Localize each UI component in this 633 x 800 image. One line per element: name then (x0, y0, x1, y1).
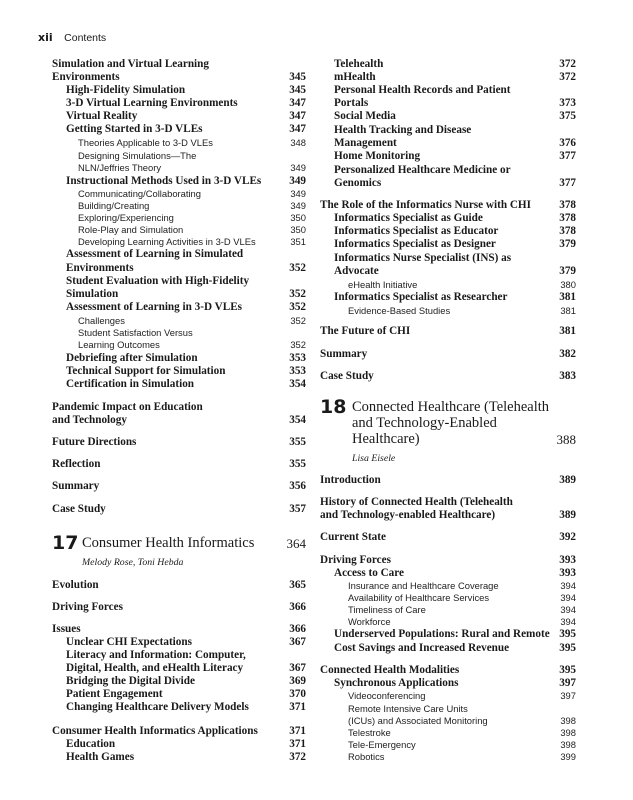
toc-entry-page: 398 (560, 727, 576, 738)
chapter-page: 364 (286, 536, 306, 551)
toc-entry-page: 371 (289, 725, 306, 737)
toc-entry-title: Timeliness of Care (348, 604, 426, 615)
chapter-title-line-3: Healthcare) (352, 431, 420, 447)
toc-entry-title: Informatics Nurse Specialist (INS) as (334, 252, 512, 264)
toc-entry-title: Workforce (348, 616, 391, 627)
toc-entry-title: Technical Support for Simulation (66, 365, 226, 377)
toc-entry-title: mHealth (334, 71, 376, 83)
toc-entry-page: 349 (289, 175, 306, 187)
toc-entry-page: 347 (289, 97, 306, 109)
toc-entry-page: 395 (559, 628, 576, 640)
toc-entry-title: Getting Started in 3-D VLEs (66, 123, 203, 135)
chapter-title: Consumer Health Informatics (82, 535, 255, 551)
toc-entry-page: 395 (559, 664, 576, 676)
toc-entry-page: 378 (559, 225, 576, 237)
toc-entry-title: Assessment of Learning in 3-D VLEs (66, 301, 243, 313)
toc-entry-title: Remote Intensive Care Units (348, 703, 468, 714)
toc-entry-title: Simulation and Virtual Learning (52, 58, 209, 70)
chapter-authors: Lisa Eisele (352, 453, 396, 464)
toc-entry-page: 378 (559, 212, 576, 224)
toc-entry-title: and Technology (52, 414, 127, 426)
toc-entry-title: Building/Creating (78, 200, 150, 211)
toc-entry-title: Current State (320, 531, 386, 543)
toc-entry-title: and Technology-enabled Healthcare) (320, 509, 496, 521)
toc-entry-title: Assessment of Learning in Simulated (66, 248, 244, 260)
toc-entry-title: Availability of Healthcare Services (348, 592, 490, 603)
toc-entry-title: Insurance and Healthcare Coverage (348, 580, 499, 591)
toc-entry-page: 369 (289, 675, 306, 687)
toc-entry-title: 3-D Virtual Learning Environments (66, 97, 238, 109)
toc-entry-title: Education (66, 738, 116, 750)
toc-entry-title: The Role of the Informatics Nurse with CHI (320, 199, 531, 211)
chapter-number: 17 (52, 532, 79, 554)
toc-entry-title: Case Study (320, 370, 374, 382)
toc-entry-title: Environments (52, 71, 120, 83)
toc-entry-page: 366 (289, 601, 306, 613)
toc-entry-title: Personal Health Records and Patient (334, 84, 511, 96)
toc-entry-title: Patient Engagement (66, 688, 163, 700)
toc-entry-title: Simulation (66, 288, 119, 300)
toc-entry-page: 370 (289, 688, 306, 700)
toc-entry-title: Telehealth (334, 58, 384, 70)
toc-entry-title: Summary (52, 480, 100, 492)
toc-entry-page: 375 (559, 110, 576, 122)
toc-entry-title: Issues (52, 623, 81, 635)
toc-entry-page: 383 (559, 370, 576, 382)
toc-entry-title: Designing Simulations—The (78, 150, 197, 161)
toc-entry-page: 373 (559, 97, 576, 109)
toc-entry-title: Access to Care (334, 567, 404, 579)
toc-entry-title: Unclear CHI Expectations (66, 636, 192, 648)
toc-entry-title: Student Satisfaction Versus (78, 327, 193, 338)
toc-entry-page: 349 (290, 162, 306, 173)
toc-entry-title: Debriefing after Simulation (66, 352, 198, 364)
toc-entry-title: Videoconferencing (348, 690, 426, 701)
toc-entry-title: High-Fidelity Simulation (66, 84, 186, 96)
toc-entry-page: 356 (289, 480, 306, 492)
toc-entry-title: Future Directions (52, 436, 137, 448)
toc-entry-title: Instructional Methods Used in 3-D VLEs (66, 175, 262, 187)
toc-entry-page: 378 (559, 199, 576, 211)
toc-entry-page: 367 (289, 636, 306, 648)
toc-entry-title: History of Connected Health (Telehealth (320, 496, 513, 508)
toc-entry-page: 367 (289, 662, 306, 674)
toc-entry-page: 372 (559, 58, 576, 70)
toc-entry-page: 381 (559, 291, 576, 303)
toc-entry-page: 345 (289, 71, 306, 83)
toc-entry-page: 351 (290, 236, 306, 247)
toc-entry-title: Student Evaluation with High-Fidelity (66, 275, 250, 287)
toc-entry-page: 371 (289, 738, 306, 750)
toc-entry-title: Role-Play and Simulation (78, 224, 184, 235)
toc-entry-page: 394 (560, 580, 576, 591)
toc-entry-title: Health Games (66, 751, 135, 763)
toc-entry-title: Informatics Specialist as Guide (334, 212, 483, 224)
toc-entry-page: 357 (289, 503, 306, 515)
toc-entry-page: 352 (290, 315, 306, 326)
toc-entry-page: 349 (290, 200, 306, 211)
toc-entry-title: Personalized Healthcare Medicine or (334, 164, 511, 176)
toc-entry-page: 355 (289, 436, 306, 448)
toc-entry-title: Informatics Specialist as Educator (334, 225, 499, 237)
toc-entry-title: Underserved Populations: Rural and Remote (334, 628, 550, 640)
toc-entry-page: 348 (290, 137, 306, 148)
toc-entry-page: 394 (560, 616, 576, 627)
toc-entry-page: 379 (559, 265, 576, 277)
toc-entry-title: Virtual Reality (66, 110, 138, 122)
toc-entry-title: Introduction (320, 474, 381, 486)
toc-entry-page: 382 (559, 348, 576, 360)
toc-entry-title: Genomics (334, 177, 382, 189)
chapter-title-line-2: and Technology-Enabled (352, 415, 497, 431)
toc-entry-page: 355 (289, 458, 306, 470)
toc-entry-page: 394 (560, 592, 576, 603)
toc-entry-page: 350 (290, 224, 306, 235)
toc-entry-page: 352 (289, 288, 306, 300)
toc-entry-page: 393 (559, 554, 576, 566)
toc-entry-page: 352 (289, 262, 306, 274)
toc-entry-title: Exploring/Experiencing (78, 212, 174, 223)
toc-entry-title: Pandemic Impact on Education (52, 401, 203, 413)
toc-entry-title: Synchronous Applications (334, 677, 459, 689)
toc-entry-title: Developing Learning Activities in 3-D VLEs (78, 236, 256, 247)
toc-entry-page: 353 (289, 365, 306, 377)
toc-entry-title: Consumer Health Informatics Applications (52, 725, 258, 737)
toc-entry-title: NLN/Jeffries Theory (78, 162, 162, 173)
toc-entry-title: Theories Applicable to 3-D VLEs (78, 137, 213, 148)
toc-entry-title: (ICUs) and Associated Monitoring (348, 715, 488, 726)
chapter-page: 388 (556, 432, 576, 447)
toc-entry-title: Robotics (348, 751, 385, 762)
toc-entry-title: Portals (334, 97, 369, 109)
toc-entry-title: The Future of CHI (320, 325, 411, 337)
toc-entry-page: 347 (289, 123, 306, 135)
toc-entry-title: Digital, Health, and eHealth Literacy (66, 662, 244, 674)
header-title: Contents (64, 32, 107, 44)
toc-entry-page: 397 (560, 690, 576, 701)
toc-entry-page: 354 (289, 378, 306, 390)
toc-entry-title: Communicating/Collaborating (78, 188, 201, 199)
toc-entry-title: Connected Health Modalities (320, 664, 460, 676)
toc-entry-page: 398 (560, 739, 576, 750)
header-page-number: xii (38, 31, 53, 44)
toc-entry-page: 393 (559, 567, 576, 579)
toc-entry-page: 395 (559, 642, 576, 654)
toc-entry-title: Environments (66, 262, 134, 274)
toc-entry-page: 399 (560, 751, 576, 762)
toc-entry-title: Informatics Specialist as Researcher (334, 291, 508, 303)
toc-entry-title: Learning Outcomes (78, 339, 160, 350)
toc-entry-title: Social Media (334, 110, 396, 122)
toc-entry-title: Advocate (334, 265, 379, 277)
toc-entry-title: Management (334, 137, 397, 149)
toc-entry-page: 371 (289, 701, 306, 713)
toc-entry-title: Tele-Emergency (348, 739, 416, 750)
toc-entry-title: Case Study (52, 503, 106, 515)
toc-entry-title: Evidence-Based Studies (348, 305, 451, 316)
toc-entry-page: 376 (559, 137, 576, 149)
toc-entry-title: Changing Healthcare Delivery Models (66, 701, 249, 713)
toc-entry-title: Challenges (78, 315, 125, 326)
chapter-number: 18 (320, 396, 347, 418)
toc-entry-page: 394 (560, 604, 576, 615)
toc-entry-page: 398 (560, 715, 576, 726)
toc-entry-page: 347 (289, 110, 306, 122)
toc-entry-page: 349 (290, 188, 306, 199)
toc-entry-title: Cost Savings and Increased Revenue (334, 642, 510, 654)
toc-entry-page: 379 (559, 238, 576, 250)
toc-entry-page: 372 (559, 71, 576, 83)
toc-entry-page: 377 (559, 150, 576, 162)
toc-entry-title: Telestroke (348, 727, 391, 738)
toc-entry-title: Certification in Simulation (66, 378, 195, 390)
toc-entry-page: 397 (559, 677, 576, 689)
toc-entry-page: 381 (560, 305, 576, 316)
chapter-authors: Melody Rose, Toni Hebda (82, 557, 184, 568)
toc-entry-page: 345 (289, 84, 306, 96)
toc-entry-page: 365 (289, 579, 306, 591)
toc-entry-page: 372 (289, 751, 306, 763)
toc-entry-page: 353 (289, 352, 306, 364)
toc-entry-title: Driving Forces (320, 554, 391, 566)
toc-entry-title: Literacy and Information: Computer, (66, 649, 246, 661)
toc-entry-page: 366 (289, 623, 306, 635)
toc-entry-title: eHealth Initiative (348, 279, 418, 290)
toc-entry-page: 392 (559, 531, 576, 543)
toc-entry-page: 352 (289, 301, 306, 313)
toc-entry-page: 352 (290, 339, 306, 350)
toc-entry-page: 354 (289, 414, 306, 426)
toc-entry-title: Informatics Specialist as Designer (334, 238, 496, 250)
toc-entry-page: 389 (559, 474, 576, 486)
toc-entry-title: Health Tracking and Disease (334, 124, 472, 136)
toc-entry-page: 377 (559, 177, 576, 189)
toc-entry-title: Reflection (52, 458, 101, 470)
toc-entry-title: Driving Forces (52, 601, 123, 613)
toc-entry-page: 381 (559, 325, 576, 337)
toc-entry-title: Evolution (52, 579, 99, 591)
toc-entry-title: Summary (320, 348, 368, 360)
toc-entry-title: Bridging the Digital Divide (66, 675, 195, 687)
toc-entry-page: 380 (560, 279, 576, 290)
chapter-title-line-1: Connected Healthcare (Telehealth (352, 399, 550, 415)
toc-entry-page: 350 (290, 212, 306, 223)
toc-entry-page: 389 (559, 509, 576, 521)
toc-entry-title: Home Monitoring (334, 150, 421, 162)
